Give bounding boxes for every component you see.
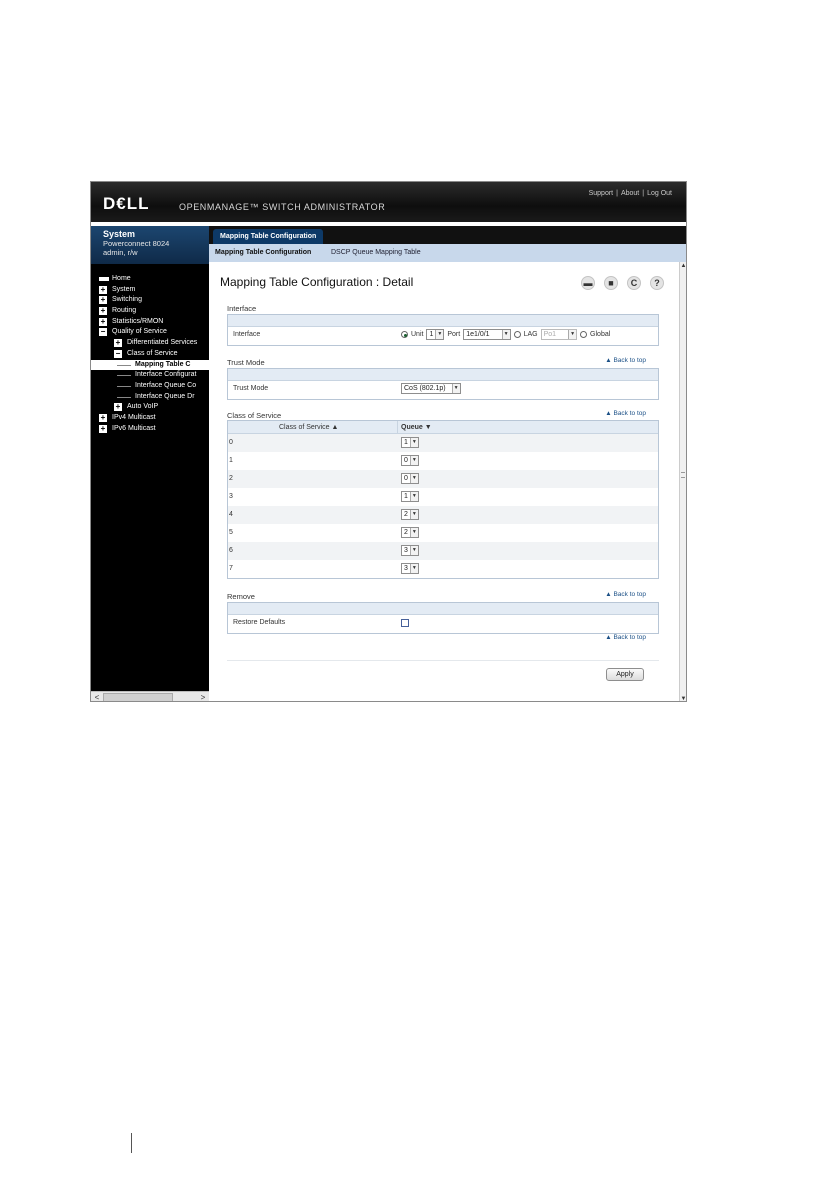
content-vertical-scrollbar[interactable] bbox=[679, 262, 686, 702]
table-row bbox=[228, 434, 658, 452]
chevron-down-icon: ▼ bbox=[410, 564, 418, 573]
product-name: OPENMANAGE™ SWITCH ADMINISTRATOR bbox=[179, 202, 386, 212]
back-to-top-link[interactable]: ▲ Back to top bbox=[605, 357, 646, 364]
table-row bbox=[228, 452, 658, 470]
scroll-thumb[interactable] bbox=[103, 693, 173, 702]
scroll-left-icon[interactable]: < bbox=[94, 693, 100, 702]
queue-select[interactable]: 3 ▼ bbox=[401, 545, 419, 556]
apply-button[interactable]: Apply bbox=[606, 668, 644, 681]
lag-radio[interactable] bbox=[514, 331, 521, 338]
restore-defaults-label: Restore Defaults bbox=[233, 619, 286, 626]
collapse-icon[interactable]: − bbox=[115, 348, 121, 358]
cos-value: 1 bbox=[229, 457, 233, 464]
chevron-down-icon: ▼ bbox=[410, 546, 418, 555]
cos-table-header bbox=[228, 421, 658, 434]
expand-icon[interactable]: + bbox=[100, 306, 106, 316]
nav-item-ipv4-multicast[interactable] bbox=[91, 413, 209, 424]
system-info bbox=[91, 226, 209, 264]
nav-item-interface-configurat[interactable] bbox=[91, 370, 209, 381]
system-user: admin, r/w bbox=[103, 248, 138, 257]
nav-tree bbox=[91, 274, 209, 434]
app-header bbox=[91, 182, 686, 222]
table-row bbox=[228, 524, 658, 542]
unit-select[interactable]: 1 ▼ bbox=[426, 329, 444, 340]
main-tab-bar bbox=[209, 226, 686, 244]
nav-item-label: Interface Queue Co bbox=[135, 381, 197, 389]
nav-item-home[interactable] bbox=[91, 274, 209, 285]
lag-select[interactable]: Po1 ▼ bbox=[541, 329, 577, 340]
cos-value: 0 bbox=[229, 439, 233, 446]
expand-icon[interactable]: + bbox=[100, 295, 106, 305]
port-select[interactable]: 1e1/0/1 ▼ bbox=[463, 329, 510, 340]
unit-label: Unit bbox=[411, 331, 424, 338]
queue-select[interactable]: 0 ▼ bbox=[401, 473, 419, 484]
nav-item-label: Interface Configurat bbox=[135, 371, 197, 379]
dell-logo: D€LL bbox=[103, 194, 150, 213]
nav-item-quality-of-service[interactable] bbox=[91, 327, 209, 338]
expand-icon[interactable]: + bbox=[100, 412, 106, 422]
interface-options bbox=[401, 329, 610, 340]
nav-item-label: Quality of Service bbox=[112, 328, 167, 336]
col-queue[interactable]: Queue ▼ bbox=[401, 424, 432, 431]
port-label: Port bbox=[447, 331, 461, 338]
trust-mode-row bbox=[228, 381, 658, 399]
queue-select[interactable]: 2 ▼ bbox=[401, 527, 419, 538]
interface-row bbox=[228, 327, 658, 345]
about-link[interactable]: About bbox=[620, 190, 640, 197]
nav-item-label: Differentiated Services bbox=[127, 339, 198, 347]
chevron-down-icon: ▼ bbox=[435, 330, 443, 339]
page-title: Mapping Table Configuration : Detail bbox=[220, 275, 414, 289]
scroll-down-icon[interactable]: ▼ bbox=[680, 696, 687, 702]
refresh-icon[interactable]: C bbox=[627, 276, 641, 290]
expand-icon[interactable]: + bbox=[100, 284, 106, 294]
content-area bbox=[209, 262, 679, 702]
trust-mode-panel bbox=[227, 368, 659, 400]
save-icon[interactable]: ▬ bbox=[581, 276, 595, 290]
unit-radio[interactable] bbox=[401, 331, 408, 338]
interface-label: Interface bbox=[233, 331, 261, 338]
nav-item-system[interactable] bbox=[91, 285, 209, 296]
cos-section-title: Class of Service bbox=[227, 411, 282, 420]
scroll-right-icon[interactable]: > bbox=[200, 693, 206, 702]
chevron-down-icon: ▼ bbox=[410, 474, 418, 483]
nav-item-label: IPv6 Multicast bbox=[112, 424, 156, 432]
remove-section-title: Remove bbox=[227, 592, 255, 601]
expand-icon[interactable]: + bbox=[100, 316, 106, 326]
queue-select[interactable]: 3 ▼ bbox=[401, 563, 419, 574]
nav-item-label: Class of Service bbox=[127, 349, 178, 357]
back-to-top-link[interactable]: ▲ Back to top bbox=[605, 634, 646, 641]
table-row bbox=[228, 542, 658, 560]
back-to-top-link[interactable]: ▲ Back to top bbox=[605, 591, 646, 598]
cos-value: 2 bbox=[229, 475, 233, 482]
col-class-of-service[interactable]: Class of Service ▲ bbox=[279, 424, 339, 431]
restore-defaults-checkbox[interactable] bbox=[401, 619, 409, 627]
restore-defaults-row bbox=[228, 615, 658, 633]
nav-item-routing[interactable] bbox=[91, 306, 209, 317]
subtab-mapping-table-configuration[interactable]: Mapping Table Configuration bbox=[215, 249, 312, 256]
interface-section-title: Interface bbox=[227, 304, 257, 313]
scroll-up-icon[interactable]: ▲ bbox=[680, 263, 687, 269]
cos-value: 4 bbox=[229, 511, 233, 518]
nav-item-switching[interactable] bbox=[91, 295, 209, 306]
scroll-grip[interactable] bbox=[681, 472, 685, 478]
queue-select[interactable]: 2 ▼ bbox=[401, 509, 419, 520]
nav-item-label: Home bbox=[112, 275, 131, 282]
sidebar bbox=[91, 226, 209, 702]
chevron-down-icon: ▼ bbox=[410, 438, 418, 447]
cos-value: 5 bbox=[229, 529, 233, 536]
queue-select[interactable]: 0 ▼ bbox=[401, 455, 419, 466]
table-row bbox=[228, 488, 658, 506]
system-title: System bbox=[103, 229, 136, 239]
chevron-down-icon: ▼ bbox=[410, 456, 418, 465]
tab-mapping-table-configuration[interactable]: Mapping Table Configuration bbox=[213, 229, 323, 244]
chevron-down-icon: ▼ bbox=[410, 510, 418, 519]
global-label: Global bbox=[590, 331, 611, 338]
cos-table-body bbox=[228, 434, 658, 578]
table-row bbox=[228, 506, 658, 524]
nav-item-auto-voip[interactable] bbox=[91, 402, 209, 413]
nav-item-label: Mapping Table C bbox=[135, 360, 191, 368]
nav-item-mapping-table-c[interactable] bbox=[91, 360, 209, 371]
subtab-dscp-queue-mapping-table[interactable]: DSCP Queue Mapping Table bbox=[331, 249, 421, 256]
nav-item-ipv6-multicast[interactable] bbox=[91, 424, 209, 435]
cos-value: 7 bbox=[229, 565, 233, 572]
tree-connector bbox=[117, 365, 131, 366]
nav-item-label: Auto VoIP bbox=[127, 403, 159, 411]
support-link[interactable]: Support bbox=[588, 190, 614, 197]
help-icon[interactable]: ? bbox=[650, 276, 664, 290]
tree-connector bbox=[117, 386, 131, 387]
sidebar-horizontal-scrollbar[interactable] bbox=[91, 691, 209, 702]
table-row bbox=[228, 560, 658, 578]
table-row bbox=[228, 470, 658, 488]
page-margin-mark bbox=[131, 1133, 132, 1153]
trust-mode-section-title: Trust Mode bbox=[227, 358, 265, 367]
expand-icon[interactable]: + bbox=[115, 338, 121, 348]
nav-item-label: IPv4 Multicast bbox=[112, 413, 156, 421]
global-radio[interactable] bbox=[580, 331, 587, 338]
logout-link[interactable]: Log Out bbox=[647, 190, 672, 197]
queue-select[interactable]: 1 ▼ bbox=[401, 437, 419, 448]
trust-mode-label: Trust Mode bbox=[233, 385, 269, 392]
queue-select[interactable]: 1 ▼ bbox=[401, 491, 419, 502]
tree-connector bbox=[117, 375, 131, 376]
cos-value: 3 bbox=[229, 493, 233, 500]
nav-item-label: Statistics/RMON bbox=[112, 317, 164, 325]
switch-admin-window bbox=[90, 181, 687, 702]
nav-item-label: Routing bbox=[112, 307, 137, 315]
chevron-down-icon: ▼ bbox=[410, 492, 418, 501]
chevron-down-icon: ▼ bbox=[410, 528, 418, 537]
nav-item-label: System bbox=[112, 285, 136, 293]
home-icon bbox=[99, 277, 109, 281]
cos-value: 6 bbox=[229, 547, 233, 554]
back-to-top-link[interactable]: ▲ Back to top bbox=[605, 410, 646, 417]
nav-item-label: Interface Queue Dr bbox=[135, 392, 195, 400]
trust-mode-select[interactable]: CoS (802.1p) ▼ bbox=[401, 383, 461, 394]
lag-label: LAG bbox=[523, 331, 538, 338]
remove-panel bbox=[227, 602, 659, 634]
interface-panel bbox=[227, 314, 659, 346]
chevron-down-icon: ▼ bbox=[568, 330, 576, 339]
collapse-icon[interactable]: − bbox=[100, 327, 106, 337]
chevron-down-icon: ▼ bbox=[502, 330, 510, 339]
print-icon[interactable]: ■ bbox=[604, 276, 618, 290]
nav-item-label: Switching bbox=[112, 296, 142, 304]
expand-icon[interactable]: + bbox=[100, 423, 106, 433]
tree-connector bbox=[117, 397, 131, 398]
nav-item-interface-queue-co[interactable] bbox=[91, 381, 209, 392]
nav-item-statistics-rmon[interactable] bbox=[91, 317, 209, 328]
nav-item-interface-queue-dr[interactable] bbox=[91, 392, 209, 403]
chevron-down-icon: ▼ bbox=[452, 384, 460, 393]
expand-icon[interactable]: + bbox=[115, 402, 121, 412]
nav-item-differentiated-services[interactable] bbox=[91, 338, 209, 349]
top-links: Support | About | Log Out bbox=[588, 190, 672, 197]
system-model: Powerconnect 8024 bbox=[103, 239, 170, 248]
nav-item-class-of-service[interactable] bbox=[91, 349, 209, 360]
cos-table bbox=[227, 420, 659, 579]
sub-tab-bar bbox=[209, 244, 686, 262]
